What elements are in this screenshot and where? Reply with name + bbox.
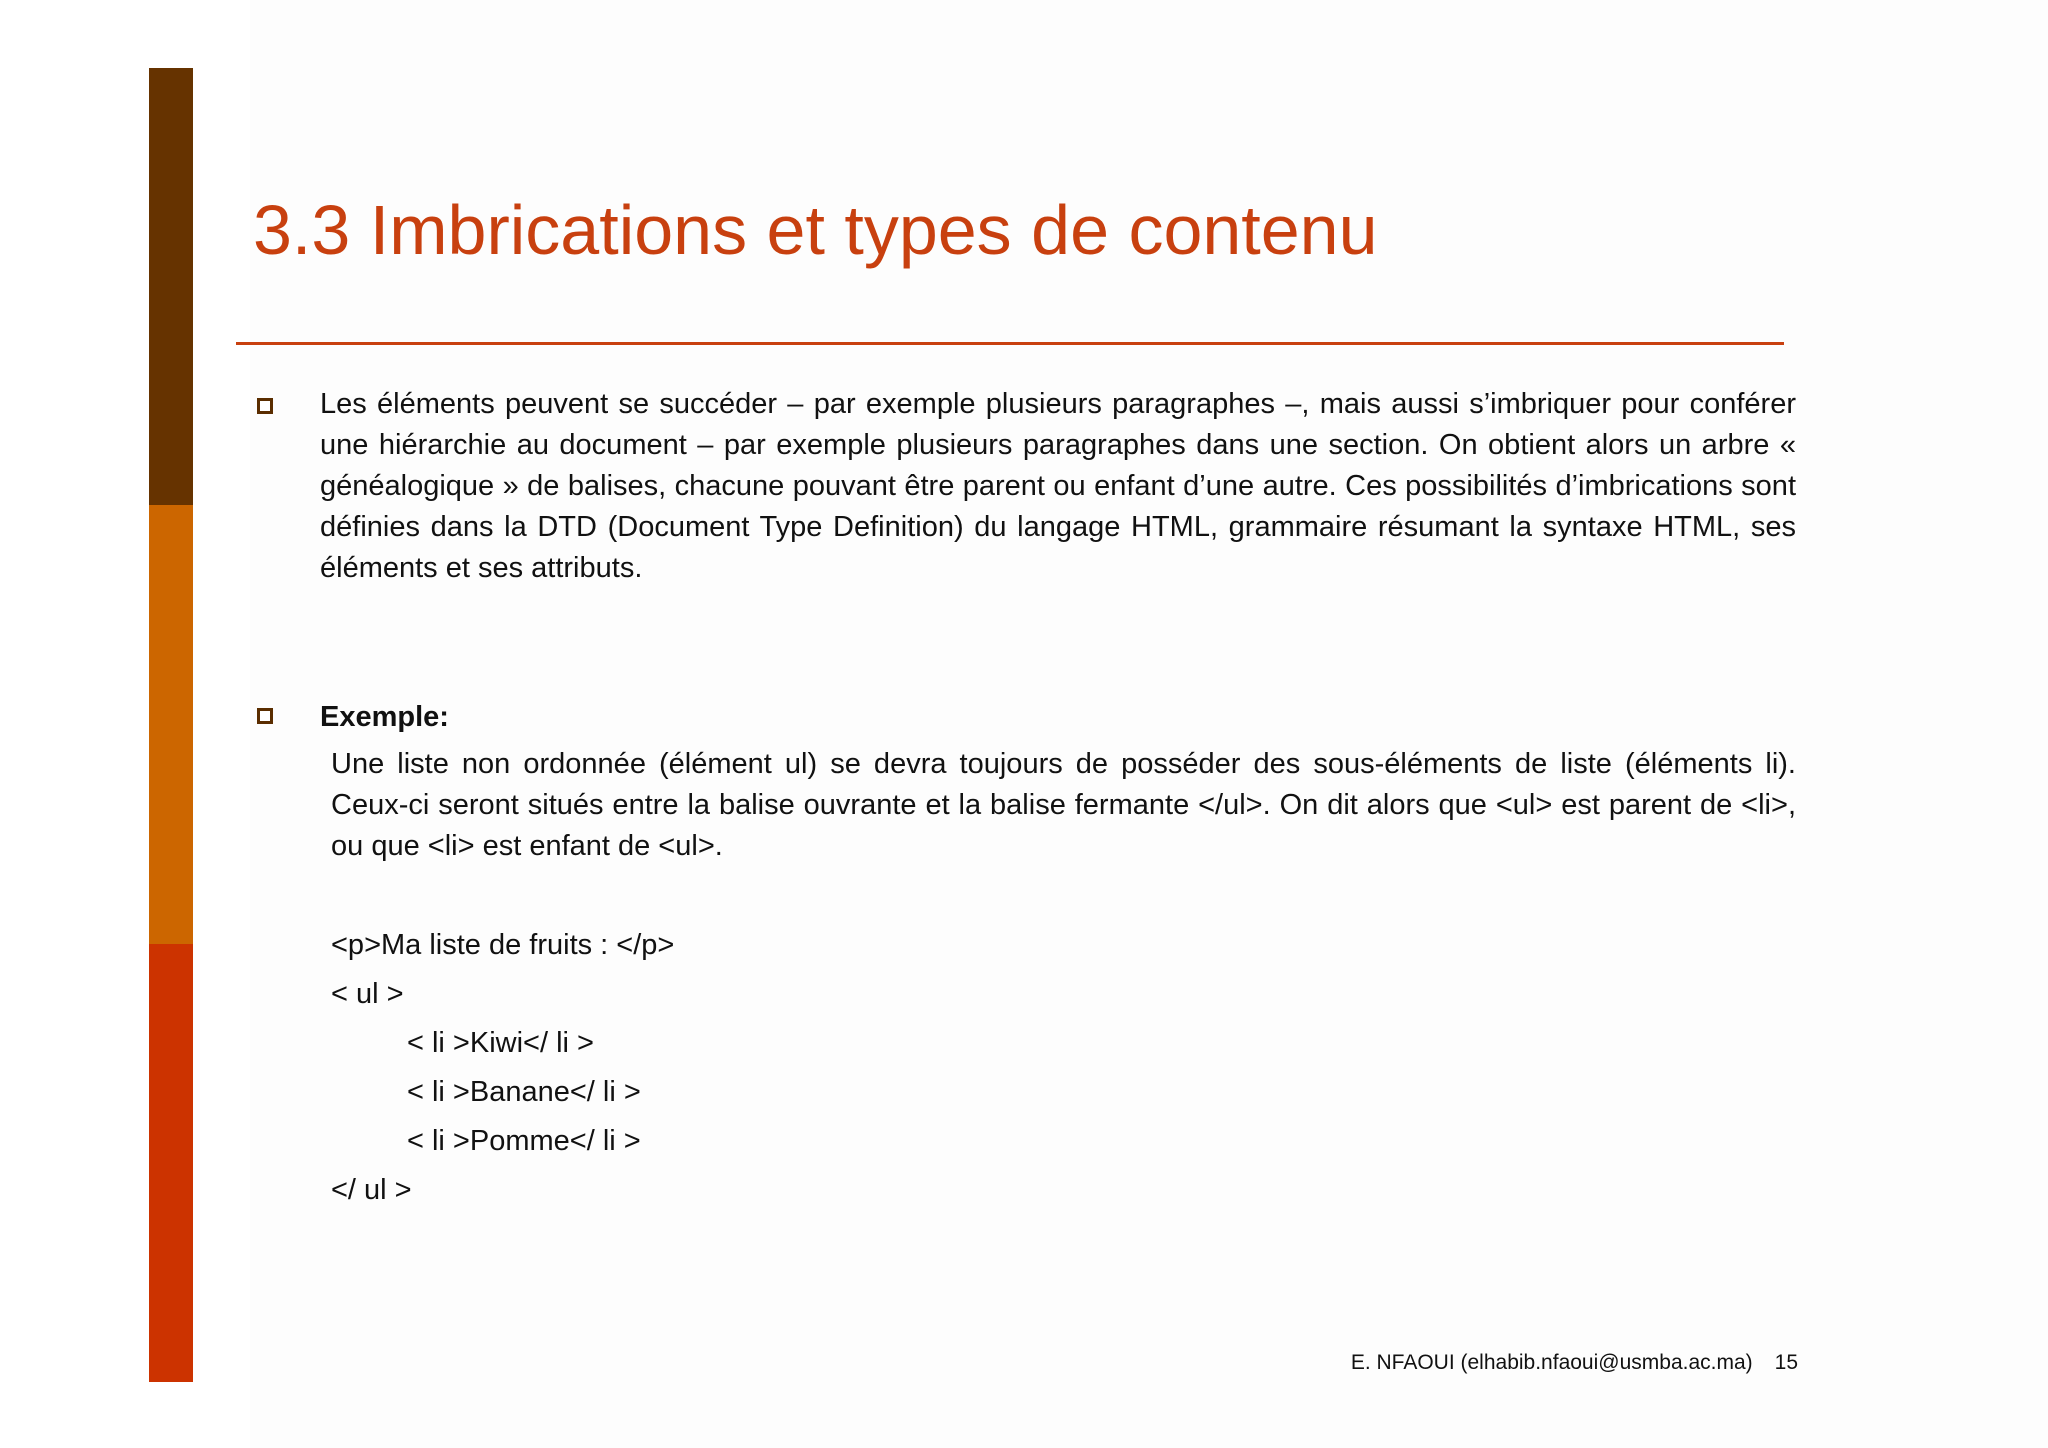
example-paragraph: Une liste non ordonnée (élément ul) se devra toujours de posséder des sous-éléments de liste (éléments li). Ceux-ci seront situés entre la balise ouvrante et la balise fermante </ul>. On dit alors que <ul> est parent de <li>, ou que <li> est enfant de <ul>.	[331, 748, 1796, 862]
code-line: </ ul >	[331, 1174, 412, 1206]
side-bar-brown-segment	[149, 68, 193, 505]
footer-author: E. NFAOUI (elhabib.nfaoui@usmba.ac.ma)	[1350, 1351, 1753, 1374]
title-divider	[236, 342, 1784, 345]
page-number: 15	[1774, 1351, 1798, 1374]
code-line: < li >Pomme</ li >	[407, 1125, 641, 1157]
intro-paragraph: Les éléments peuvent se succéder – par exemple plusieurs paragraphes –, mais aussi s’imbriquer pour conférer une hiérarchie au document – par exemple plusieurs paragraphes dans une section. On obtient alors un arbre « généalogique » de balises, chacune pouvant être parent ou enfant d’une autre. Ces possibilités d’imbrications sont définies dans la DTD (Document Type Definition) du langage HTML, grammaire résumant la syntaxe HTML, ses éléments et ses attributs.	[320, 388, 1796, 584]
example-heading: Exemple:	[320, 701, 449, 733]
square-bullet-icon	[257, 708, 273, 724]
side-bar-orange-segment	[149, 505, 193, 944]
slide-footer	[1351, 1351, 1798, 1375]
code-line: < ul >	[331, 978, 404, 1010]
side-bar-red-segment	[149, 944, 193, 1382]
code-line: < li >Banane</ li >	[407, 1076, 641, 1108]
slide-title: 3.3 Imbrications et types de contenu	[253, 191, 1378, 269]
code-line: <p>Ma liste de fruits : </p>	[331, 929, 675, 961]
code-line: < li >Kiwi</ li >	[407, 1027, 594, 1059]
square-bullet-icon	[257, 398, 273, 414]
